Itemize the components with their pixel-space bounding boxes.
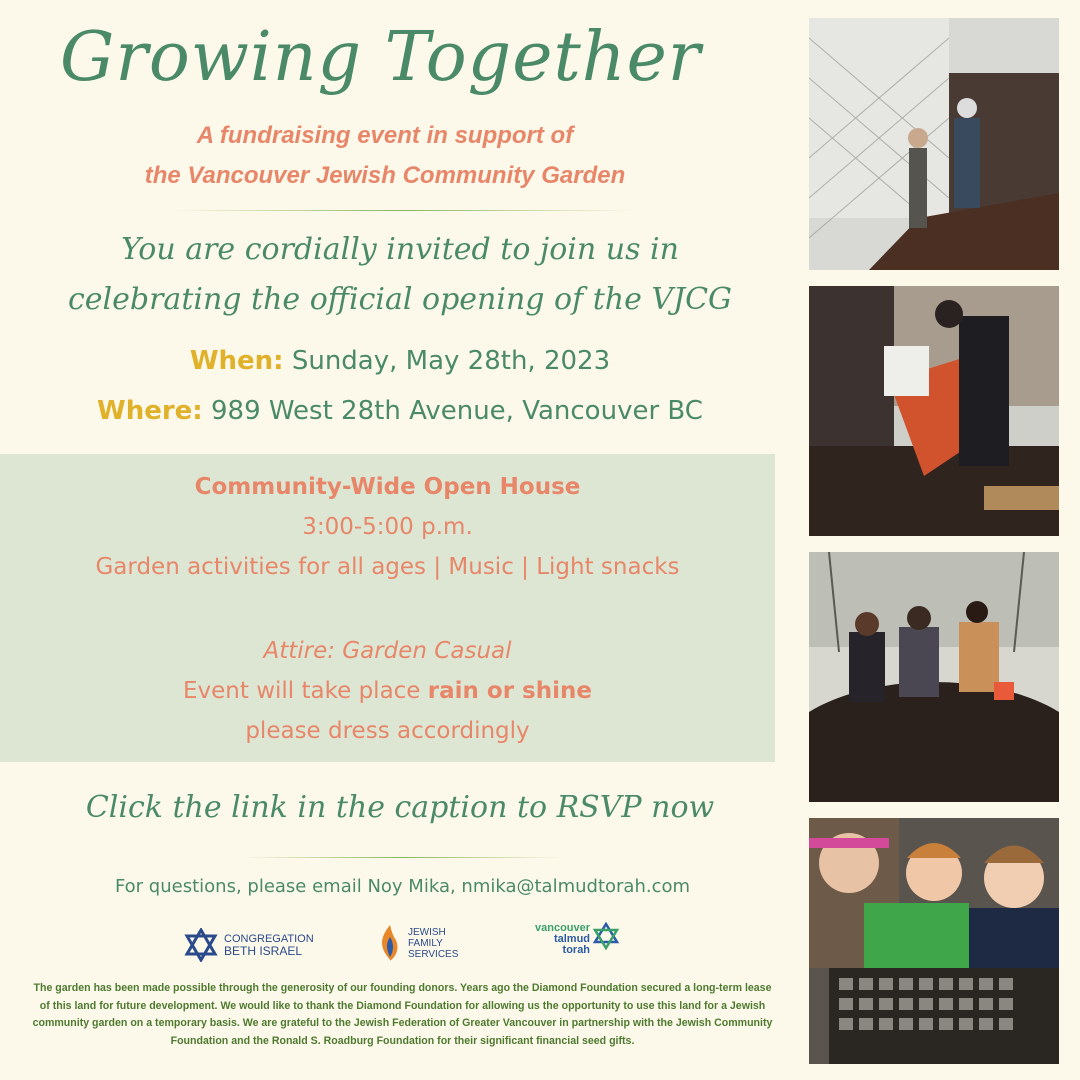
where-line bbox=[30, 396, 770, 426]
where-label: Where: bbox=[97, 396, 203, 426]
flame-icon bbox=[378, 923, 402, 963]
beth-israel-line1: CONGREGATION bbox=[224, 933, 314, 945]
dress-note: please dress accordingly bbox=[245, 718, 530, 744]
contact-line: For questions, please email Noy Mika, nmika@talmudtorah.com bbox=[114, 876, 691, 897]
event-title: Growing Together bbox=[60, 18, 702, 97]
divider-2 bbox=[240, 857, 565, 858]
photo-gardening-1 bbox=[809, 18, 1059, 270]
star-of-david-icon bbox=[184, 928, 218, 962]
when-label: When: bbox=[189, 346, 284, 376]
logo-jfs bbox=[378, 923, 458, 963]
jfs-line3: SERVICES bbox=[408, 948, 459, 960]
open-house-panel bbox=[0, 454, 775, 762]
event-subtitle-line1: A fundraising event in support of bbox=[196, 122, 574, 149]
star-icon bbox=[592, 922, 620, 950]
invite-line1: You are cordially invited to join us in bbox=[121, 232, 679, 267]
open-house-heading: Community-Wide Open House bbox=[194, 474, 581, 500]
photo-seedling-tray bbox=[809, 818, 1059, 1064]
open-house-activities: Garden activities for all ages | Music | Light snacks bbox=[95, 554, 680, 580]
invite-line2: celebrating the official opening of the VJCG bbox=[67, 282, 732, 317]
when-line bbox=[30, 346, 770, 376]
footer-acknowledgement: The garden has been made possible through the generosity of our founding donors. Years ago the Diamond Foundation secured a long-term lease of this land for future development. We would like to thank the Diamond Foundation for allowing us the opportunity to use this land for a Jewish community garden on a temporary basis. We are grateful to the Jewish Federation of Greater Vancouver in partnership with the Jewish Community Foundation and the Ronald S. Roadburg Foundation for their significant financial seed gifts. bbox=[32, 982, 773, 1047]
rain-or-shine-line bbox=[0, 678, 775, 704]
talmud-torah-line1: vancouver bbox=[535, 922, 591, 934]
talmud-torah-line3: torah bbox=[562, 944, 591, 956]
logo-beth-israel bbox=[184, 928, 314, 962]
photo-gardening-3 bbox=[809, 552, 1059, 802]
open-house-time: 3:00-5:00 p.m. bbox=[302, 514, 473, 540]
photo-gardening-2 bbox=[809, 286, 1059, 536]
when-value: Sunday, May 28th, 2023 bbox=[291, 346, 611, 376]
rsvp-text: Click the link in the caption to RSVP now bbox=[85, 790, 715, 825]
jfs-line1: JEWISH bbox=[408, 926, 446, 938]
divider bbox=[170, 210, 635, 211]
where-value: 989 West 28th Avenue, Vancouver BC bbox=[210, 396, 703, 426]
jfs-line2: FAMILY bbox=[408, 937, 443, 949]
event-subtitle-line2: the Vancouver Jewish Community Garden bbox=[144, 162, 626, 189]
talmud-torah-line2: talmud bbox=[553, 933, 591, 945]
attire-text: Attire: Garden Casual bbox=[263, 638, 512, 664]
rain-bold: rain or shine bbox=[427, 678, 592, 704]
logo-talmud-torah bbox=[535, 923, 620, 956]
rain-prefix: Event will take place bbox=[183, 678, 421, 704]
beth-israel-line2: BETH ISRAEL bbox=[224, 944, 303, 958]
